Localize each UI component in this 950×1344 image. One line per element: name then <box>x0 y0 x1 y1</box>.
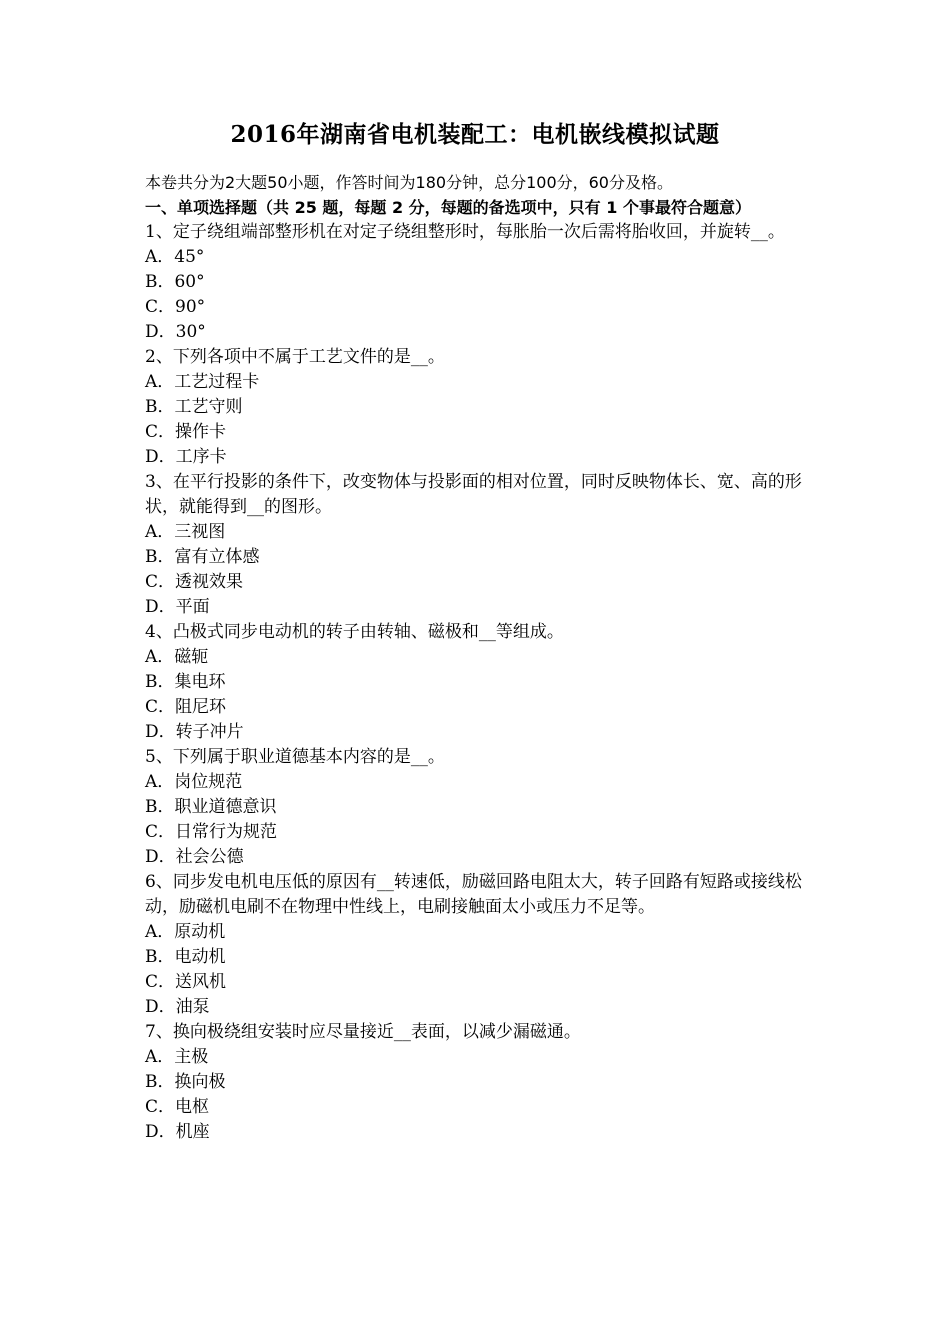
question-text: 2、下列各项中不属于工艺文件的是__。 <box>145 347 445 367</box>
question-text: 6、同步发电机电压低的原因有__转速低，励磁回路电阻太大，转子回路有短路或接线松动，励磁机电刷不在物理中性线上，电刷接触面太小或压力不足等。 <box>145 872 802 917</box>
question-text: 1、定子绕组端部整形机在对定子绕组整形时，每胀胎一次后需将胎收回，并旋转__。 <box>145 222 785 242</box>
option-b: B．富有立体感 <box>145 547 260 567</box>
document-body <box>145 170 815 1145</box>
option-c: C．透视效果 <box>145 572 244 592</box>
option-b: B．职业道德意识 <box>145 797 277 817</box>
option-c: C．90° <box>145 297 206 317</box>
option-d: D．工序卡 <box>145 447 227 467</box>
question-text: 7、换向极绕组安装时应尽量接近__表面，以减少漏磁通。 <box>145 1022 581 1042</box>
question-text: 4、凸极式同步电动机的转子由转轴、磁极和__等组成。 <box>145 622 564 642</box>
question-block-5 <box>145 745 815 870</box>
option-a: A．磁轭 <box>145 647 209 667</box>
question-block-2 <box>145 345 815 470</box>
option-c: C．日常行为规范 <box>145 822 278 842</box>
question-block-4 <box>145 620 815 745</box>
option-d: D．平面 <box>145 597 210 617</box>
question-block-6 <box>145 870 815 1020</box>
section-heading: 一、单项选择题（共 25 题，每题 2 分，每题的备选项中，只有 1 个事最符合题意） <box>145 198 751 217</box>
option-a: A．工艺过程卡 <box>145 372 260 392</box>
option-d: D．社会公德 <box>145 847 244 867</box>
option-c: C．送风机 <box>145 972 227 992</box>
option-a: A．45° <box>145 247 205 267</box>
document-title: 2016年湖南省电机装配工：电机嵌线模拟试题 <box>230 121 720 148</box>
option-b: B．60° <box>145 272 205 292</box>
option-a: A．主极 <box>145 1047 209 1067</box>
option-c: C．操作卡 <box>145 422 227 442</box>
option-a: A．原动机 <box>145 922 226 942</box>
option-d: D．转子冲片 <box>145 722 244 742</box>
option-a: A．三视图 <box>145 522 226 542</box>
exam-intro: 本卷共分为2大题50小题，作答时间为180分钟，总分100分，60分及格。 <box>145 173 673 192</box>
option-a: A．岗位规范 <box>145 772 243 792</box>
question-block-3 <box>145 470 815 620</box>
question-text: 3、在平行投影的条件下，改变物体与投影面的相对位置，同时反映物体长、宽、高的形状，就能得到__的图形。 <box>145 472 802 517</box>
option-c: C．电枢 <box>145 1097 210 1117</box>
option-d: D．30° <box>145 322 206 342</box>
option-d: D．油泵 <box>145 997 210 1017</box>
option-c: C．阻尼环 <box>145 697 227 717</box>
option-d: D．机座 <box>145 1122 210 1142</box>
option-b: B．换向极 <box>145 1072 226 1092</box>
question-block-1 <box>145 220 815 345</box>
option-b: B．电动机 <box>145 947 226 967</box>
question-block-7 <box>145 1020 815 1145</box>
option-b: B．集电环 <box>145 672 226 692</box>
question-text: 5、下列属于职业道德基本内容的是__。 <box>145 747 445 767</box>
option-b: B．工艺守则 <box>145 397 243 417</box>
